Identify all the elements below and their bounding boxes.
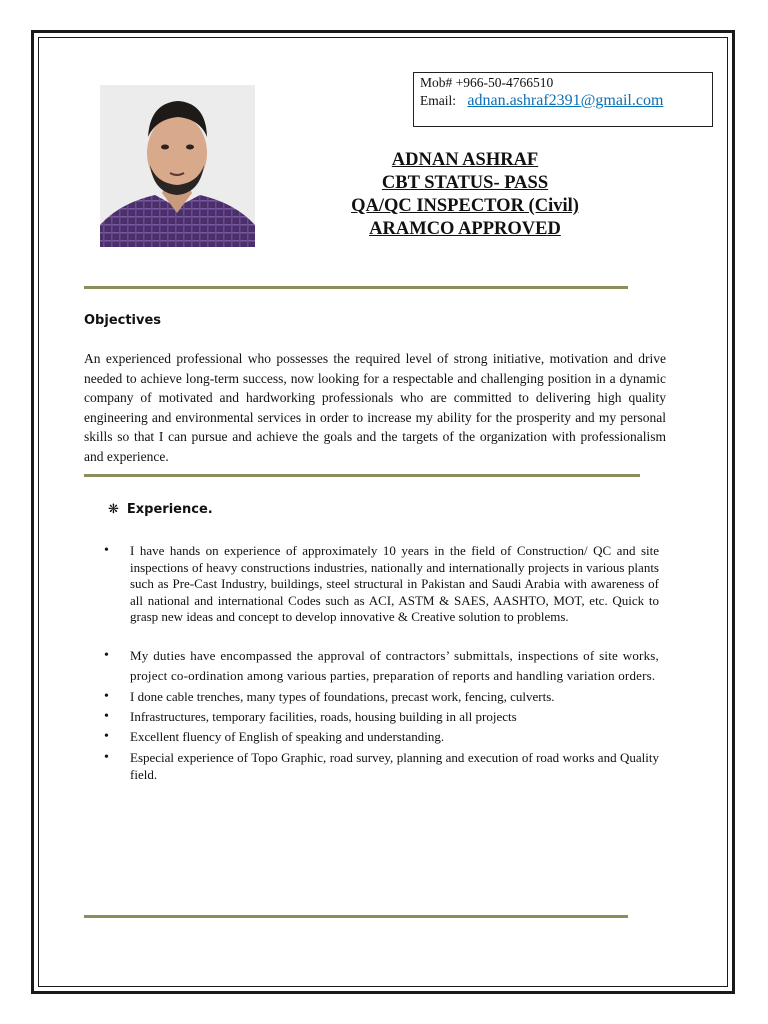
contact-box — [413, 72, 713, 127]
list-item: • Especial experience of Topo Graphic, road survey, planning and execution of road works and Quality field. — [100, 749, 659, 783]
cbt-status: CBT STATUS- PASS — [381, 173, 549, 193]
candidate-name: ADNAN ASHRAF — [391, 150, 539, 170]
title-block — [300, 149, 630, 241]
divider-bottom — [84, 915, 628, 918]
list-item: • I done cable trenches, many types of foundations, precast work, fencing, culverts. — [100, 686, 659, 707]
mobile-number: Mob# +966-50-4766510 — [420, 75, 554, 90]
experience-list — [100, 543, 659, 783]
approval-status: ARAMCO APPROVED — [369, 219, 561, 239]
divider-top — [84, 286, 628, 289]
list-item: • Infrastructures, temporary facilities, roads, housing building in all projects — [100, 707, 659, 727]
email-row — [420, 92, 706, 110]
objectives-heading: Objectives — [84, 313, 162, 328]
list-item: • I have hands on experience of approximately 10 years in the field of Construction/ QC and site inspections of heavy constructions industries, nationally and internationally projects in various plants such as Pre-Cast Industry, buildings, steel structural in Pakistan and Saudi Arabia with awareness of all national and international Codes such as ACI, ASTM & SAES, AASHTO, MOT, etc. Quick to grasp new ideas and concept to develop innovative & Creative solution to problems. — [100, 543, 659, 626]
email-label: Email: — [420, 93, 456, 108]
experience-heading-text: Experience. — [126, 502, 213, 517]
job-role: QA/QC INSPECTOR (Civil) — [351, 196, 579, 216]
experience-heading — [108, 502, 213, 517]
star-icon: ❋ — [108, 502, 119, 517]
list-item: • My duties have encompassed the approval of contractors’ submittals, inspections of site works, project co-ordination among various parties, preparation of reports and handling variation orders. — [100, 646, 659, 686]
divider-middle — [84, 474, 640, 477]
profile-photo — [100, 85, 255, 247]
list-item: • Excellent fluency of English of speaking and understanding. — [100, 727, 659, 747]
email-link[interactable]: adnan.ashraf2391@gmail.com — [467, 92, 664, 109]
objectives-text: An experienced professional who possesses the required level of strong initiative, motivation and drive needed to achieve long-term success, now looking for a respectable and challenging position in a dynamic company of motivated and hardworking professionals who are committed to delivering high quality engineering and environmental services in order to increase my ability for the prosperity and my personal skills so that I can pursue and achieve the goals and the targets of the organization with professionalism and experience. — [84, 351, 666, 464]
